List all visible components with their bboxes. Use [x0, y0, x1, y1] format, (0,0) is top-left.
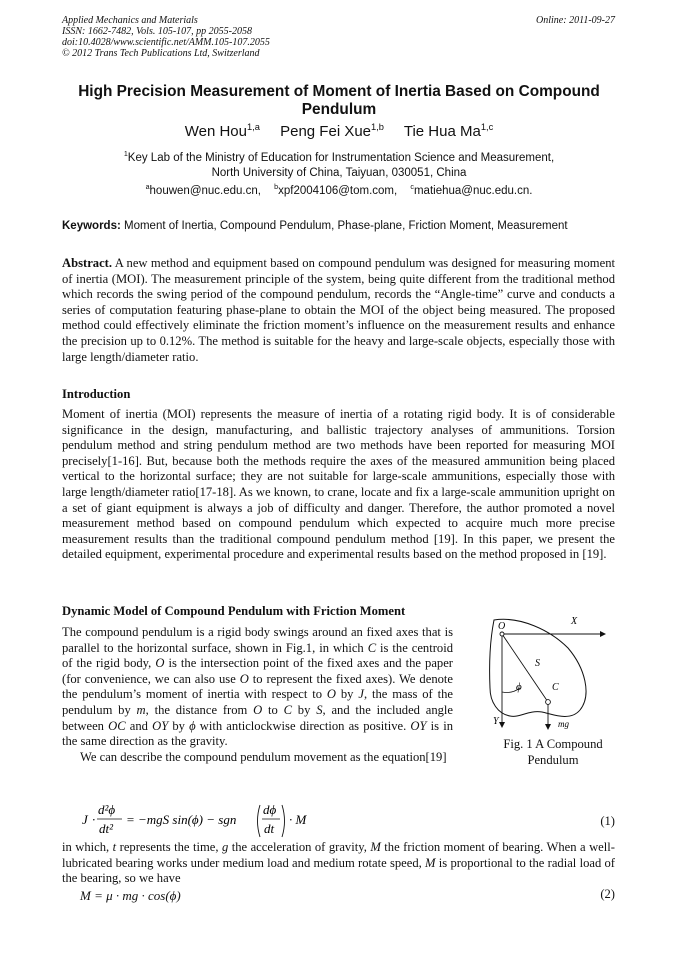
- text-run: with anticlockwise direction as positive.: [195, 718, 411, 733]
- dynamic-model-paragraph-2: We can describe the compound pendulum movement as the equation[19]: [80, 749, 447, 764]
- affiliation: [0, 151, 678, 181]
- author-sup: 1,a: [247, 122, 260, 132]
- equation-2-formula: M = μ · mg · cos(ϕ): [80, 888, 181, 903]
- math-symbol: J: [358, 687, 364, 702]
- label-s: S: [535, 658, 540, 669]
- keywords-text: Moment of Inertia, Compound Pendulum, Phase-plane, Friction Moment, Measurement: [124, 220, 568, 232]
- label-y: Y: [493, 716, 499, 727]
- author-name: Wen Hou: [184, 123, 247, 140]
- abstract-label: Abstract.: [62, 256, 113, 270]
- gravity-arrow: [545, 724, 551, 730]
- math-symbol: O: [253, 702, 263, 717]
- math-symbol: ϕ: [189, 718, 196, 733]
- eq-right-paren: [282, 805, 285, 837]
- equation-1-formula: [80, 800, 320, 842]
- eq-left-paren: [258, 805, 261, 837]
- doi: doi:10.4028/www.scientific.net/AMM.105-107.2055: [62, 37, 270, 48]
- text-run: by: [168, 718, 190, 733]
- email-link[interactable]: xpf2004106@tom.com,: [278, 185, 398, 197]
- equation-2: [80, 887, 615, 907]
- affiliation-sup: 1: [123, 150, 128, 159]
- x-axis-arrow: [600, 631, 606, 637]
- text-run: by: [336, 687, 359, 702]
- text-run: to represent the fixed axes). We denote the pendulum’s moment of inertia with respect to: [62, 671, 453, 702]
- math-symbol: M: [370, 840, 381, 854]
- email-link[interactable]: houwen@nuc.edu.cn,: [149, 185, 261, 197]
- text-run: in which,: [62, 840, 113, 854]
- affiliation-line: North University of China, Taiyuan, 030051, China: [211, 167, 467, 179]
- math-symbol: O: [326, 687, 336, 702]
- author-sup: 1,c: [480, 122, 494, 132]
- introduction-heading: Introduction: [62, 387, 131, 401]
- paper-title: High Precision Measurement of Moment of Inertia Based on Compound Pendulum: [78, 83, 600, 118]
- email-sup: b: [274, 183, 279, 192]
- abstract-text: A new method and equipment based on compound pendulum was designed for measuring moment of inertia (MOI). The measurement principle of the system, being quite different from the traditional method which records the swing period of the compound pendulum, records the “Angle-time” curve and conducts a series of computation featuring phase-plane to obtain the MOI of the object being measured. The proposed method could effectively eliminate the friction moment’s influence on the measurement results and enhance the precision up to 0.12%. The method is suitable for the heavy and large-scale objects, especially those with large length/diameter ratio.: [62, 256, 615, 364]
- text-run: is proportional to the radial load of the bearing, so we have: [62, 855, 615, 886]
- label-mg: mg: [558, 719, 569, 729]
- eq-denominator: dt: [264, 821, 275, 836]
- eq-j: J: [82, 812, 88, 827]
- math-symbol: OY: [410, 718, 427, 733]
- keywords-label: Keywords:: [62, 220, 121, 232]
- text-run: represents the time,: [116, 840, 222, 854]
- caption-line: Fig. 1 A Compound: [503, 737, 603, 751]
- math-symbol: O: [155, 656, 165, 671]
- keywords: [62, 220, 618, 232]
- math-symbol: M: [425, 855, 436, 870]
- eq-rhs: = −mgS sin(ϕ) − sgn: [126, 812, 237, 827]
- online-date: Online: 2011-09-27: [536, 15, 615, 26]
- text-run: the acceleration of gravity,: [228, 840, 371, 854]
- math-symbol: m: [136, 702, 146, 717]
- text-run: , and the included angle between: [62, 702, 454, 733]
- y-axis-arrow: [499, 722, 505, 728]
- text-run: is in the same direction as the gravity.: [62, 718, 454, 749]
- affiliation-line: Key Lab of the Ministry of Education for Instrumentation Science and Measurement,: [127, 152, 555, 164]
- label-x: X: [571, 616, 578, 627]
- equation-number: (2): [600, 887, 615, 901]
- equation-1-explanation: [62, 840, 615, 887]
- equation-number: (1): [600, 814, 615, 828]
- text-run: is the centroid of the rigid body,: [62, 640, 453, 671]
- eq-denominator: dt²: [99, 821, 114, 836]
- email-link[interactable]: matiehua@nuc.edu.cn.: [413, 185, 533, 197]
- eq-numerator: d²ϕ: [98, 802, 116, 817]
- oc-line: [502, 634, 548, 702]
- email-list: [0, 185, 678, 197]
- equation-1: [80, 800, 615, 842]
- math-symbol: C: [367, 640, 377, 655]
- dynamic-model-heading: Dynamic Model of Compound Pendulum with Friction Moment: [62, 604, 406, 618]
- journal-header: [62, 15, 270, 59]
- author-list: [0, 123, 678, 140]
- email-sup: c: [410, 183, 414, 192]
- author-sup: 1,b: [371, 122, 384, 132]
- text-run: is the intersection point of the fixed axes and the paper (for convenience, we can also use: [62, 656, 453, 686]
- math-symbol: t: [112, 840, 117, 854]
- caption-line: Pendulum: [527, 752, 579, 767]
- label-c: C: [552, 682, 559, 693]
- math-symbol: O: [239, 671, 249, 686]
- text-run: to: [262, 702, 284, 717]
- text-run: by: [292, 702, 317, 717]
- text-run: , the mass of the pendulum by: [62, 687, 454, 717]
- text-run: , the distance from: [145, 702, 254, 717]
- eq-numerator: dϕ: [263, 802, 277, 817]
- centroid-point-c: [546, 700, 551, 705]
- math-symbol: OY: [152, 718, 169, 733]
- figure-caption: [478, 737, 628, 768]
- math-symbol: OC: [108, 718, 126, 733]
- pivot-point-o: [500, 632, 504, 636]
- label-o: O: [498, 621, 506, 632]
- text-run: The compound pendulum is a rigid body swings around an fixed axes that is parallel to the horizontal surface, shown in Fig.1, in which: [62, 625, 453, 655]
- issn: ISSN: 1662-7482, Vols. 105-107, pp 2055-2058: [62, 26, 252, 37]
- author-name: Peng Fei Xue: [280, 123, 372, 140]
- eq-dot: ·: [92, 812, 96, 827]
- math-symbol: S: [316, 702, 323, 717]
- label-phi: ϕ: [516, 681, 522, 693]
- text-run: and: [125, 718, 153, 733]
- journal-name: Applied Mechanics and Materials: [62, 15, 198, 26]
- abstract: [62, 256, 615, 365]
- math-symbol: g: [221, 840, 229, 854]
- math-symbol: C: [283, 702, 293, 717]
- copyright: © 2012 Trans Tech Publications Ltd, Switzerland: [62, 48, 260, 59]
- eq-tail: · M: [289, 812, 307, 827]
- email-sup: a: [145, 183, 150, 192]
- introduction-text: Moment of inertia (MOI) represents the measure of inertia of a rotating rigid body. It is of considerable significance in the design, manufacturing, and ballistic trajectory analyses of ammunitions. Torsion pendulum method and string pendulum method are two methods have been reported for measuring MOI precisely[1-16]. But, because both the methods require the axes of the measured ammunition being placed vertical to the horizontal surface; they are not suitable for large-scale ammunitions, especially those with large length/diameter ratio[17-18]. As we known, to crane, locate and fix a large-scale ammunition upright on a set of giant equipment is always a job of difficulty and danger. Therefore, the author promoted a novel measurement method based on compound pendulum which expected to acquire much more precise measurement results than the traditional compound pendulum method [19]. In this paper, we present the detailed equipment, experimental procedure and experimental results based on the method proposed in [19].: [62, 407, 615, 562]
- dynamic-model-text: [62, 625, 453, 765]
- author-name: Tie Hua Ma: [403, 123, 481, 140]
- text-run: the friction moment of bearing. When a well-lubricated bearing works under medium load and medium rotate speed,: [62, 840, 615, 870]
